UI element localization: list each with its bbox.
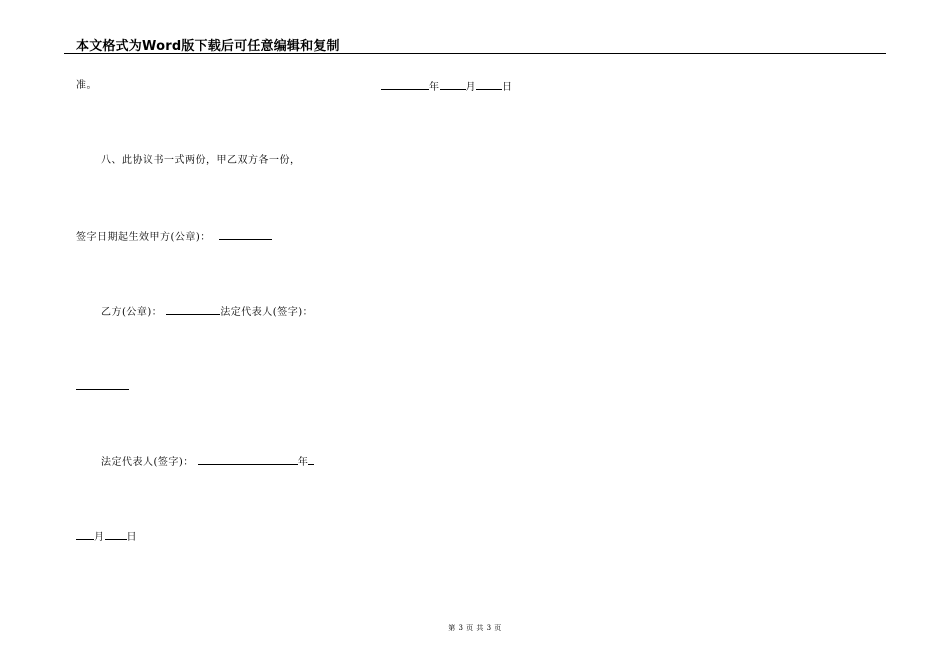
- party-a-line: [76, 230, 272, 244]
- year-blank-2: [308, 455, 314, 465]
- party-a-label: 签字日期起生效甲方(公章)：: [76, 232, 211, 243]
- date-line: [381, 80, 513, 94]
- month-label-2: 月: [94, 532, 105, 543]
- legal-rep-label-2: 法定代表人(签字)：: [101, 457, 194, 468]
- month-blank: [440, 80, 466, 90]
- party-b-blank: [166, 305, 220, 315]
- legal-rep-1-blank: [76, 380, 129, 390]
- month-label: 月: [465, 82, 476, 93]
- legal-rep-label-1: 法定代表人(签字)：: [220, 307, 314, 318]
- text-line-1: [76, 80, 97, 92]
- document-header-title: 本文格式为Word版下载后可任意编辑和复制: [76, 39, 340, 54]
- date-line-2: [76, 530, 137, 544]
- day-blank: [476, 80, 502, 90]
- day-label: 日: [502, 82, 513, 93]
- party-a-blank: [219, 230, 272, 240]
- clause-8: 八、此协议书一式两份，甲乙双方各一份，: [101, 155, 301, 166]
- legal-rep-2-blank: [198, 455, 298, 465]
- page-footer: 第 3 页 共 3 页: [448, 624, 502, 632]
- header-divider: [64, 53, 886, 54]
- text-fragment: 准。: [76, 80, 97, 91]
- year-label-2: 年: [297, 457, 309, 468]
- party-b-label: 乙方(公章)：: [101, 307, 163, 318]
- year-blank: [381, 80, 429, 90]
- year-label: 年: [429, 82, 440, 93]
- day-blank-2: [105, 530, 127, 540]
- legal-rep-2-line: [101, 455, 314, 469]
- signature-blank-line: [76, 380, 129, 394]
- party-b-line: [101, 305, 313, 319]
- month-blank-2: [76, 530, 94, 540]
- day-label-2: 日: [126, 532, 137, 543]
